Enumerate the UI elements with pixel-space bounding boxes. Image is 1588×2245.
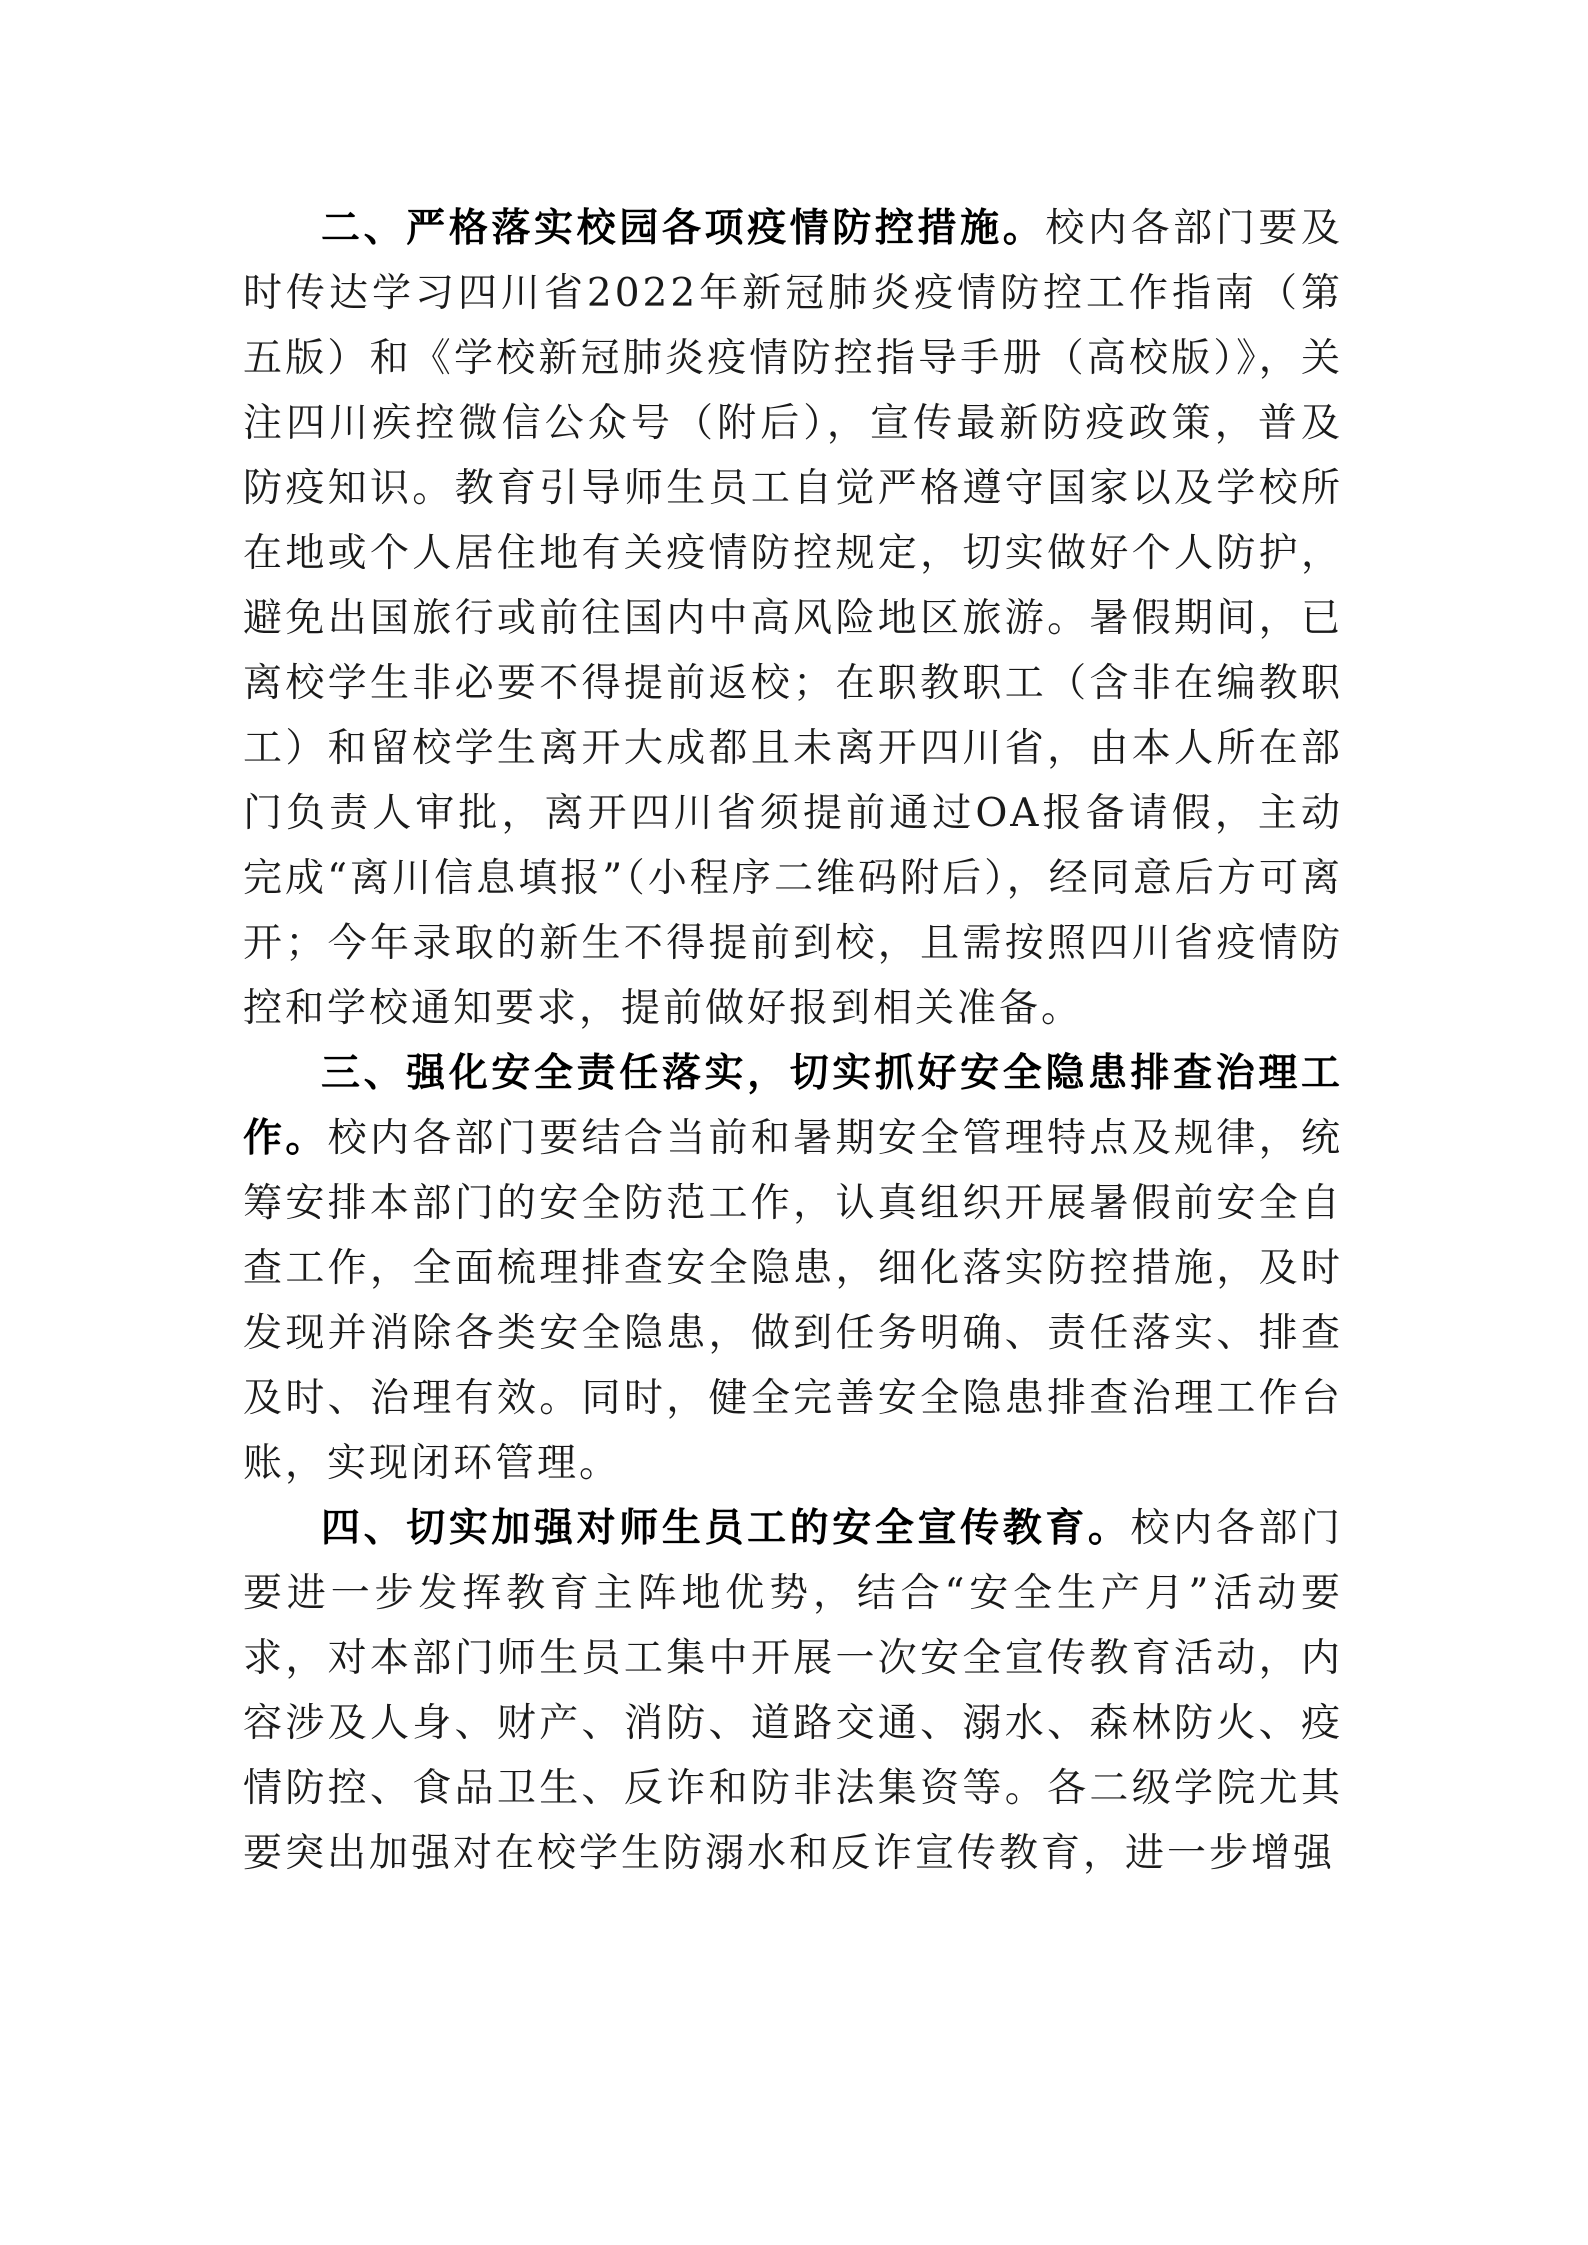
paragraph-heading: 三、强化安全责任落实，切实抓好安全隐患排查治理工作。 [243,1051,1343,1161]
paragraph-epidemic-prevention [243,196,1343,1041]
document-body [243,196,1343,1886]
paragraph-heading: 二、严格落实校园各项疫情防控措施。 [321,206,1046,251]
paragraph-safety-responsibility [243,1041,1343,1496]
paragraph-safety-education [243,1496,1343,1886]
paragraph-text: 校内各部门要及时传达学习四川省2022年新冠肺炎疫情防控工作指南（第五版）和《学校新冠肺炎疫情防控指导手册（高校版）》，关注四川疾控微信公众号（附后），宣传最新防疫政策，普及防疫知识。教育引导师生员工自觉严格遵守国家以及学校所在地或个人居住地有关疫情防控规定，切实做好个人防护，避免出国旅行或前往国内中高风险地区旅游。暑假期间，已离校学生非必要不得提前返校；在职教职工（含非在编教职工）和留校学生离开大成都且未离开四川省，由本人所在部门负责人审批，离开四川省须提前通过OA报备请假，主动完成“离川信息填报”（小程序二维码附后），经同意后方可离开；今年录取的新生不得提前到校，且需按照四川省疫情防控和学校通知要求，提前做好报到相关准备。 [243,206,1343,1031]
paragraph-text: 校内各部门要结合当前和暑期安全管理特点及规律，统筹安排本部门的安全防范工作，认真组织开展暑假前安全自查工作，全面梳理排查安全隐患，细化落实防控措施，及时发现并消除各类安全隐患，做到任务明确、责任落实、排查及时、治理有效。同时，健全完善安全隐患排查治理工作台账，实现闭环管理。 [243,1116,1343,1486]
paragraph-heading: 四、切实加强对师生员工的安全宣传教育。 [321,1506,1131,1551]
paragraph-text: 校内各部门要进一步发挥教育主阵地优势，结合“安全生产月”活动要求，对本部门师生员工集中开展一次安全宣传教育活动，内容涉及人身、财产、消防、道路交通、溺水、森林防火、疫情防控、食品卫生、反诈和防非法集资等。各二级学院尤其要突出加强对在校学生防溺水和反诈宣传教育，进一步增强 [243,1506,1343,1876]
